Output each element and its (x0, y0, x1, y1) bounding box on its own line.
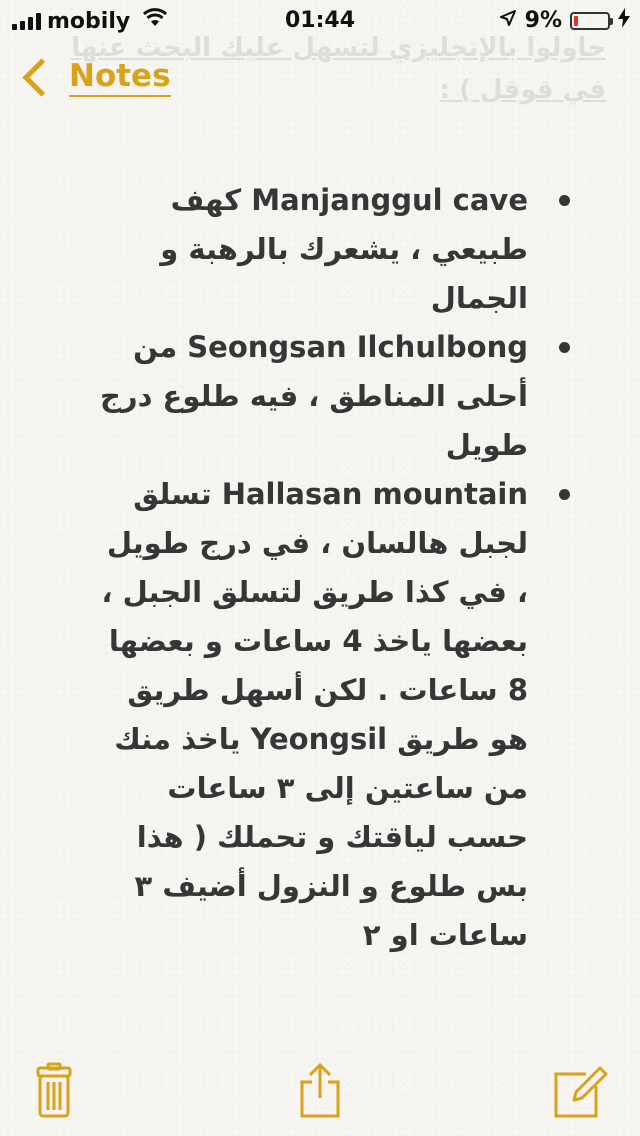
charging-bolt-icon (618, 8, 630, 33)
note-body[interactable] (40, 176, 600, 960)
list-item (40, 176, 600, 323)
chevron-left-icon (22, 58, 60, 96)
list-item-text: Hallasan mountain تسلق لجبل هالسان ، في درج طويل ، في كذا طريق لتسلق الجبل ، بعضها ياخذ 4 ساعات و بعضها 8 ساعات . لكن أسهل طريق هو طريق Yeongsil ياخذ منك من ساعتين إلى ٣ ساعات حسب لياقتك و تحملك ( هذا بس طلوع و النزول أضيف ٣ ساعات او ٢ (101, 477, 528, 952)
bullet-icon (559, 342, 570, 353)
bottom-toolbar (0, 1048, 640, 1136)
carrier-name: mobily (47, 8, 131, 34)
battery-icon (570, 12, 610, 30)
compose-icon (550, 1062, 610, 1122)
trash-button[interactable] (24, 1062, 84, 1122)
share-icon (290, 1062, 350, 1122)
bullet-icon (559, 489, 570, 500)
share-button[interactable] (290, 1062, 350, 1122)
list-item-text: Seongsan Ilchulbong من أحلى المناطق ، فيه طلوع درج طويل (99, 330, 528, 462)
back-to-notes-button[interactable] (20, 58, 171, 97)
bullet-icon (559, 195, 570, 206)
list-item-text: Manjanggul cave كهف طبيعي ، يشعرك بالرهبة و الجمال (160, 183, 528, 315)
battery-percent: 9% (524, 8, 562, 33)
list-item (40, 470, 600, 960)
compose-button[interactable] (550, 1062, 610, 1122)
status-time: 01:44 (284, 8, 356, 33)
battery-level (574, 16, 578, 26)
scrolled-text-behind-nav: حاولوا بالإنجليزي لتسهل عليك البحث عنها في قوقل ) : (71, 33, 606, 105)
list-item (40, 323, 600, 470)
trash-icon (24, 1062, 84, 1122)
back-label: Notes (69, 58, 171, 97)
